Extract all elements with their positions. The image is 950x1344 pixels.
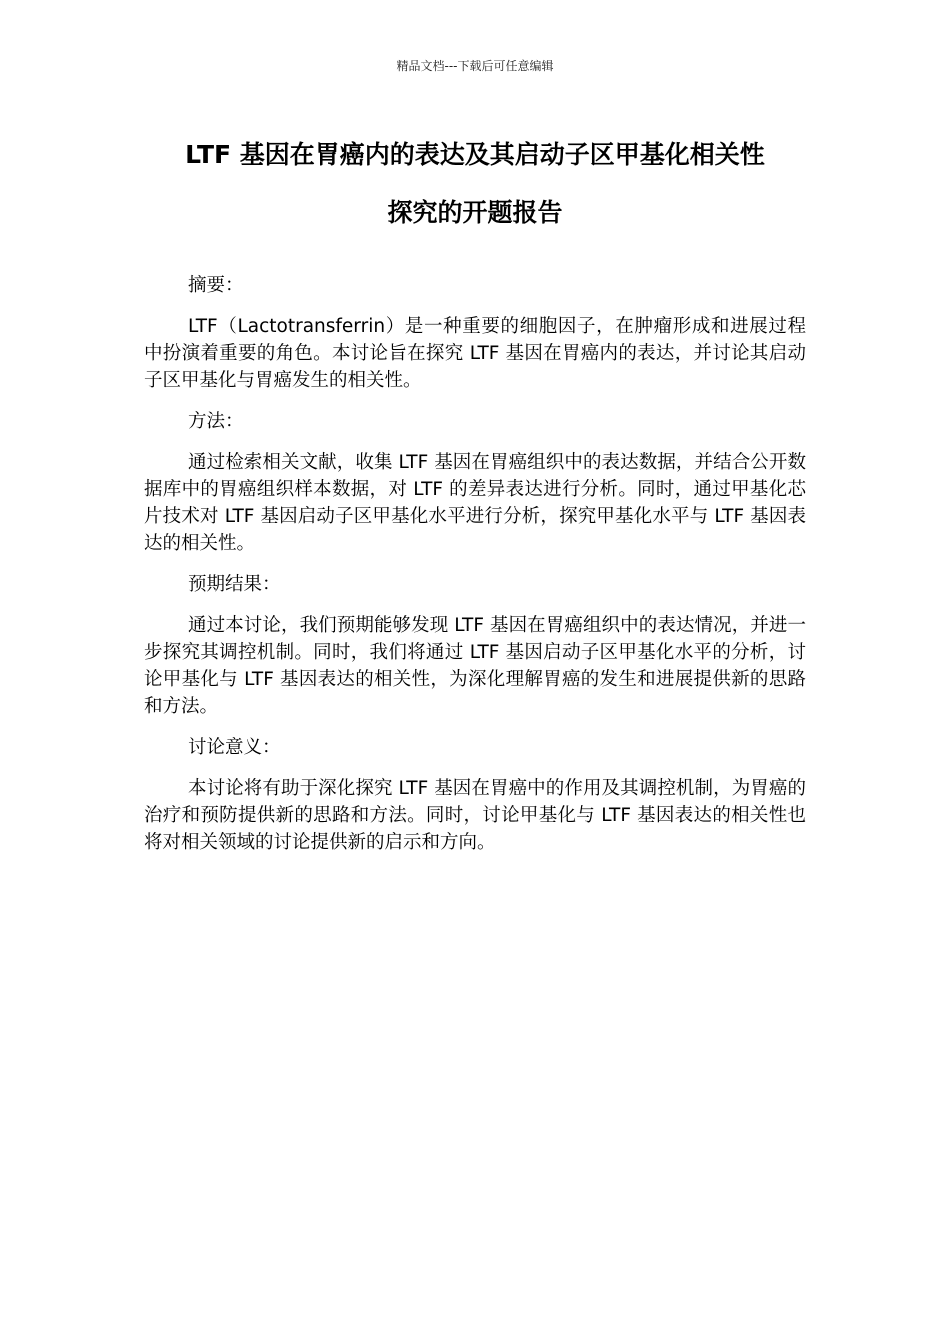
expected-results-heading: 预期结果：	[188, 574, 281, 595]
significance-heading: 讨论意义：	[188, 737, 281, 758]
document-title-line-2: 探究的开题报告	[387, 198, 563, 227]
abstract-heading: 摘要：	[188, 275, 244, 296]
header-note: 精品文档---下载后可任意编辑	[396, 59, 554, 73]
method-heading: 方法：	[188, 411, 244, 432]
significance-paragraph: 本讨论将有助于深化探究 LTF 基因在胃癌中的作用及其调控机制，为胃癌的治疗和预防提供新的思路和方法。同时，讨论甲基化与 LTF 基因表达的相关性也将对相关领域的讨论提供新的启示和方向。	[144, 778, 806, 853]
document-title-line-1: LTF 基因在胃癌内的表达及其启动子区甲基化相关性	[185, 140, 765, 169]
expected-results-paragraph: 通过本讨论，我们预期能够发现 LTF 基因在胃癌组织中的表达情况，并进一步探究其调控机制。同时，我们将通过 LTF 基因启动子区甲基化水平的分析，讨论甲基化与 LTF 基因表达的相关性，为深化理解胃癌的发生和进展提供新的思路和方法。	[144, 615, 806, 717]
document-body	[144, 272, 806, 870]
method-paragraph: 通过检索相关文献，收集 LTF 基因在胃癌组织中的表达数据，并结合公开数据库中的胃癌组织样本数据，对 LTF 的差异表达进行分析。同时，通过甲基化芯片技术对 LTF 基因启动子区甲基化水平进行分析，探究甲基化水平与 LTF 基因表达的相关性。	[144, 452, 806, 554]
abstract-paragraph: LTF（Lactotransferrin）是一种重要的细胞因子，在肿瘤形成和进展过程中扮演着重要的角色。本讨论旨在探究 LTF 基因在胃癌内的表达，并讨论其启动子区甲基化与胃癌发生的相关性。	[144, 316, 806, 391]
